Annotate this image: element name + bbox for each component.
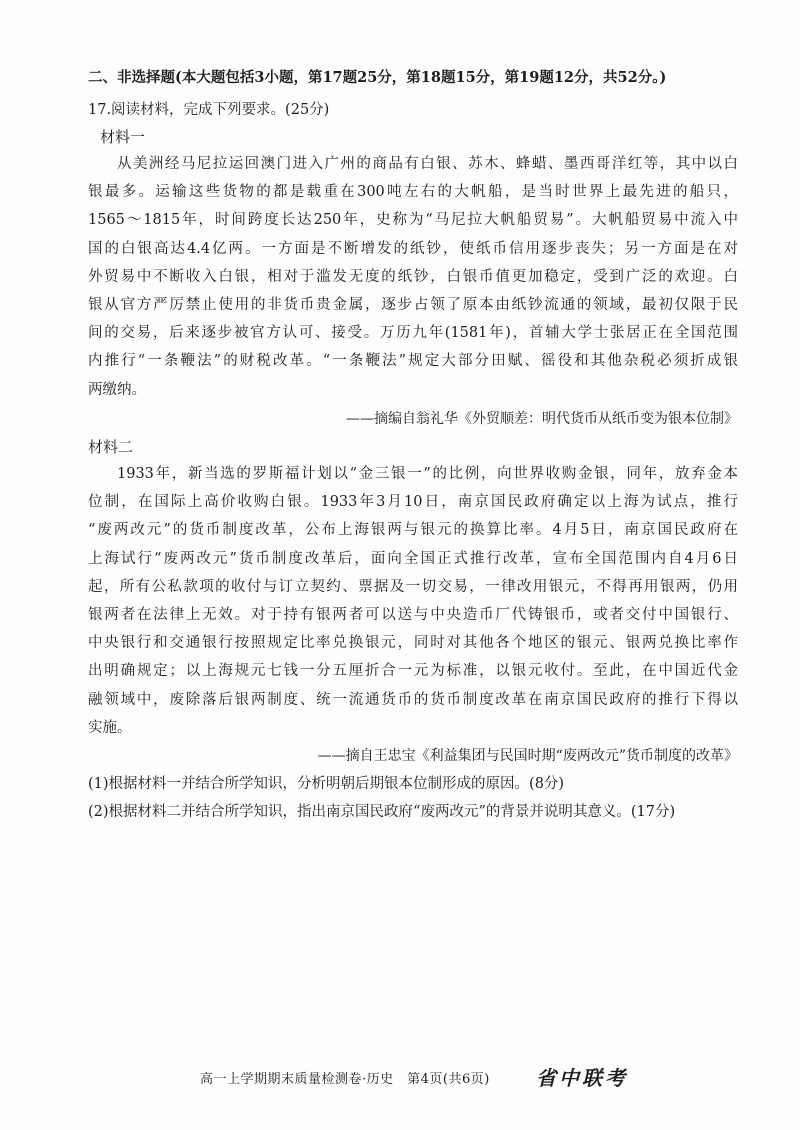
page-footer: 高一上学期期末质量检测卷·历史 第4页(共6页) (200, 1072, 490, 1087)
material-1-line: 银最多。运输这些货物的都是载重在300吨左右的大帆船，是当时世界上最先进的船只， (88, 184, 738, 201)
sub-question-1: (1)根据材料一并结合所学知识，分析明朝后期银本位制形成的原因。(8分) (88, 776, 565, 792)
material-2-line: 1933年，新当选的罗斯福计划以“金三银一”的比例，向世界收购金银，同年，放弃金本 (117, 466, 738, 482)
material-1-line: 国的白银高达4.4亿两。一方面是不断增发的纸钞，使纸币信用逐步丧失；另一方面是在对 (88, 240, 738, 257)
material-2-line: 出明确规定；以上海规元七钱一分五厘折合一元为标准，以银元收付。至此，在中国近代金 (88, 663, 738, 680)
material-1-body (88, 150, 738, 404)
material-1-line: 外贸易中不断收入白银，相对于滥发无度的纸钞，白银币值更加稳定，受到广泛的欢迎。白 (88, 268, 738, 285)
material-1-line: 从美洲经马尼拉运回澳门进入广州的商品有白银、苏木、蜂蜡、墨西哥洋红等，其中以白 (117, 156, 738, 172)
material-2-line: 融领域中，废除落后银两制度、统一流通货币的货币制度改革在南京国民政府的推行下得以 (88, 691, 738, 708)
question-17-stem: 17.阅读材料，完成下列要求。(25分) (88, 102, 330, 118)
material-2-line: “废两改元”的货币制度改革，公布上海银两与银元的换算比率。4月5日，南京国民政府在 (88, 522, 738, 539)
material-1-line: 内推行“一条鞭法”的财税改革。“一条鞭法”规定大部分田赋、徭役和其他杂税必须折成银 (88, 353, 738, 370)
material-1-line: 间的交易，后来逐步被官方认可、接受。万历九年(1581年)，首辅大学士张居正在全国范围 (88, 325, 738, 342)
section-title: 二、非选择题(本大题包括3小题，第17题25分，第18题15分，第19题12分，共52分。) (88, 69, 667, 86)
material-1-line: 1565～1815年，时间跨度长达250年，史称为“马尼拉大帆船贸易”。大帆船贸易中流入中 (88, 212, 738, 229)
exam-brand-logo: 省中联考 (536, 1066, 628, 1090)
material-2-body (88, 460, 738, 742)
material-2-line: 起，所有公私款项的收付与订立契约、票据及一切交易，一律改用银元，不得再用银两，仍用 (88, 578, 738, 595)
material-2-source: ——摘自王忠宝《利益集团与民国时期“废两改元”货币制度的改革》 (317, 748, 738, 764)
material-1-label: 材料一 (100, 128, 146, 146)
material-2-line: 实施。 (88, 719, 132, 736)
material-2-line: 中央银行和交通银行按照规定比率兑换银元，同时对其他各个地区的银元、银两兑换比率作 (88, 635, 738, 652)
material-2-line: 银两者在法律上无效。对于持有银两者可以送与中央造币厂代铸银币，或者交付中国银行、 (88, 606, 738, 623)
material-1-source: ——摘编自翁礼华《外贸顺差：明代货币从纸币变为银本位制》 (346, 411, 738, 427)
material-2-line: 上海试行“废两改元”货币制度改革后，面向全国正式推行改革，宣布全国范围内自4月6日 (88, 550, 738, 567)
material-2-line: 位制，在国际上高价收购白银。1933年3月10日，南京国民政府确定以上海为试点，推行 (88, 494, 738, 511)
material-1-line: 两缴纳。 (88, 381, 146, 398)
material-2-label: 材料二 (88, 438, 134, 456)
material-1-line: 银从官方严厉禁止使用的非货币贵金属，逐步占领了原本由纸钞流通的领域，最初仅限于民 (88, 296, 738, 313)
sub-question-2: (2)根据材料二并结合所学知识，指出南京国民政府“废两改元”的背景并说明其意义。(17分) (88, 804, 676, 820)
